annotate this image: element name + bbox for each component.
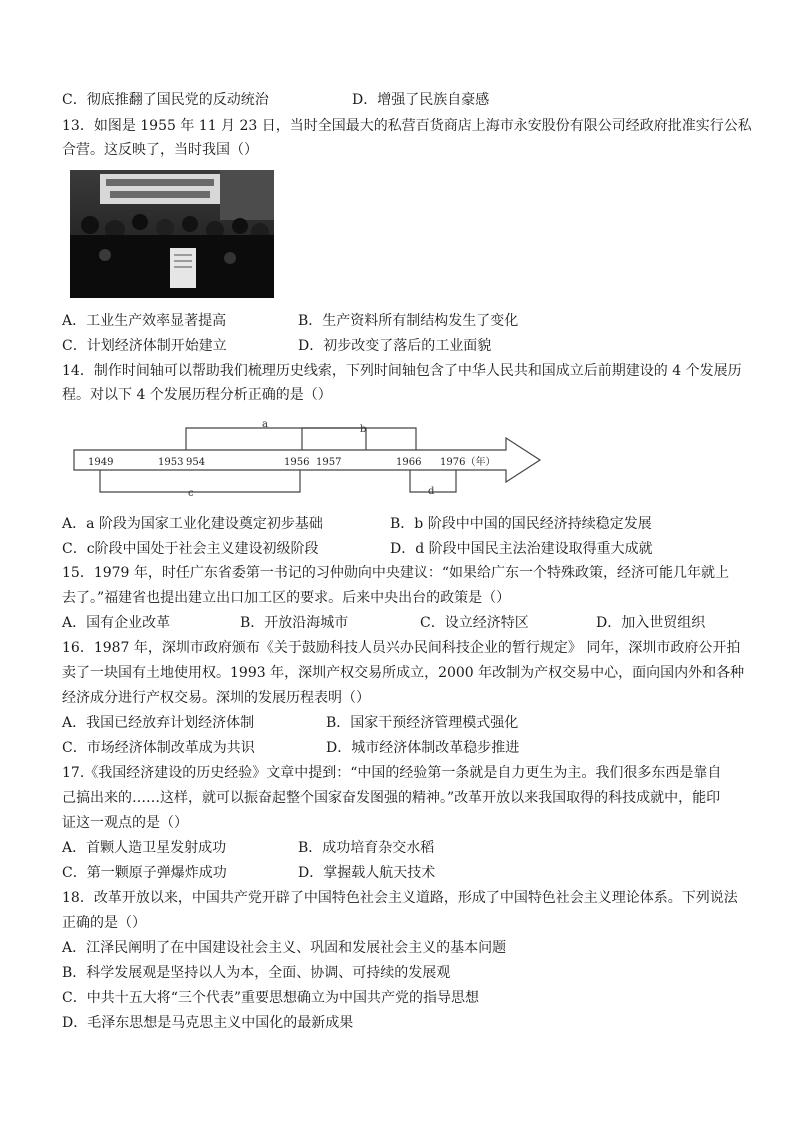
q17-option-c: C．第一颗原子弹爆炸成功 [62,865,227,881]
crowd-photo-image [70,170,274,298]
q17-stem-line1: 17.《我国经济建设的历史经验》文章中提到：“中国的经验第一条就是自力更生为主。我们很多东西是靠自 [62,765,722,781]
bracket-b-label: b [360,424,367,435]
q18-option-a: A．江泽民阐明了在中国建设社会主义、巩固和发展社会主义的基本问题 [62,940,507,956]
q14-stem-line2: 程。对以下 4 个发展历程分析正确的是（） [62,387,332,403]
option-d-prev: D．增强了民族自豪感 [352,92,490,108]
bracket-a-label: a [262,419,268,430]
q18-stem-line1: 18．改革开放以来，中国共产党开辟了中国特色社会主义道路，形成了中国特色社会主义理论体系。下列说法 [62,890,738,906]
q14-timeline-diagram [66,414,546,504]
q18-stem-line2: 正确的是（） [62,915,146,931]
q18-option-d: D．毛泽东思想是马克思主义中国化的最新成果 [62,1015,354,1031]
year-1956: 1956 [284,457,310,468]
q15-option-a: A．国有企业改革 [62,615,171,631]
q14-option-a: A．a 阶段为国家工业化建设奠定初步基础 [62,516,323,532]
q14-option-d: D．d 阶段中国民主法治建设取得重大成就 [390,541,653,557]
q14-stem-line1: 14．制作时间轴可以帮助我们梳理历史线索，下列时间轴包含了中华人民共和国成立后前期建设的 4 个发展历 [62,363,742,379]
q15-stem-line1: 15．1979 年，时任广东省委第一书记的习仲勋向中央建议：“如果给广东一个特殊政策，经济可能几年就上 [62,565,730,581]
q16-stem-line3: 经济成分进行产权交易。深圳的发展历程表明（） [62,690,370,706]
year-1953: 1953 [158,457,184,468]
year-1966: 1966 [396,457,422,468]
q16-option-b: B．国家干预经济管理模式强化 [326,715,519,731]
bracket-d-label: d [428,486,435,497]
q18-option-b: B．科学发展观是坚持以人为本，全面、协调、可持续的发展观 [62,965,451,981]
q17-stem-line2: 己搞出来的……这样，就可以振奋起整个国家奋发图强的精神。”改革开放以来我国取得的科技成就中，能印 [62,790,721,806]
option-c-prev: C．彻底推翻了国民党的反动统治 [62,92,269,108]
year-954: 954 [186,457,206,468]
q15-option-c: C．设立经济特区 [420,615,529,631]
bracket-a [186,428,366,450]
bracket-c-label: c [188,488,194,499]
q13-option-c: C．计划经济体制开始建立 [62,338,227,354]
q16-option-c: C．市场经济体制改革成为共识 [62,740,255,756]
q16-stem-line1: 16．1987 年，深圳市政府颁布《关于鼓励科技人员兴办民间科技企业的暂行规定》 同年，深圳市政府公开拍 [62,640,741,656]
q18-option-c: C．中共十五大将“三个代表”重要思想确立为中国共产党的指导思想 [62,990,480,1006]
q17-option-b: B．成功培育杂交水稻 [298,840,435,856]
q16-option-d: D．城市经济体制改革稳步推进 [326,740,520,756]
q16-stem-line2: 卖了一块国有土地使用权。1993 年，深圳产权交易所成立，2000 年改制为产权交易中心，面向国内外和各种 [62,665,745,681]
q15-option-d: D．加入世贸组织 [596,615,706,631]
q13-stem-line1: 13．如图是 1955 年 11 月 23 日，当时全国最大的私营百货商店上海市永安股份有限公司经政府批准实行公私 [62,118,752,134]
q14-option-b: B．b 阶段中中国的国民经济持续稳定发展 [390,516,652,532]
q13-stem-line2: 合营。这反映了，当时我国（） [62,142,258,158]
q13-historical-photo [70,170,274,298]
q16-option-a: A．我国已经放弃计划经济体制 [62,715,255,731]
bracket-b [302,428,416,450]
q13-option-d: D．初步改变了落后的工业面貌 [298,338,492,354]
q13-option-b: B．生产资料所有制结构发生了变化 [298,313,519,329]
q15-stem-line2: 去了。”福建省也提出建立出口加工区的要求。后来中央出台的政策是（） [62,590,511,606]
year-1976: 1976（年） [440,457,496,468]
year-1957: 1957 [316,457,342,468]
year-1949: 1949 [88,457,114,468]
q17-stem-line3: 证这一观点的是（） [62,815,188,831]
q15-option-b: B．开放沿海城市 [240,615,349,631]
q13-option-a: A．工业生产效率显著提高 [62,313,227,329]
q17-option-d: D．掌握载人航天技术 [298,865,436,881]
bracket-c [100,470,300,492]
q17-option-a: A．首颗人造卫星发射成功 [62,840,227,856]
q14-option-c: C．c阶段中国处于社会主义建设初级阶段 [62,541,319,557]
